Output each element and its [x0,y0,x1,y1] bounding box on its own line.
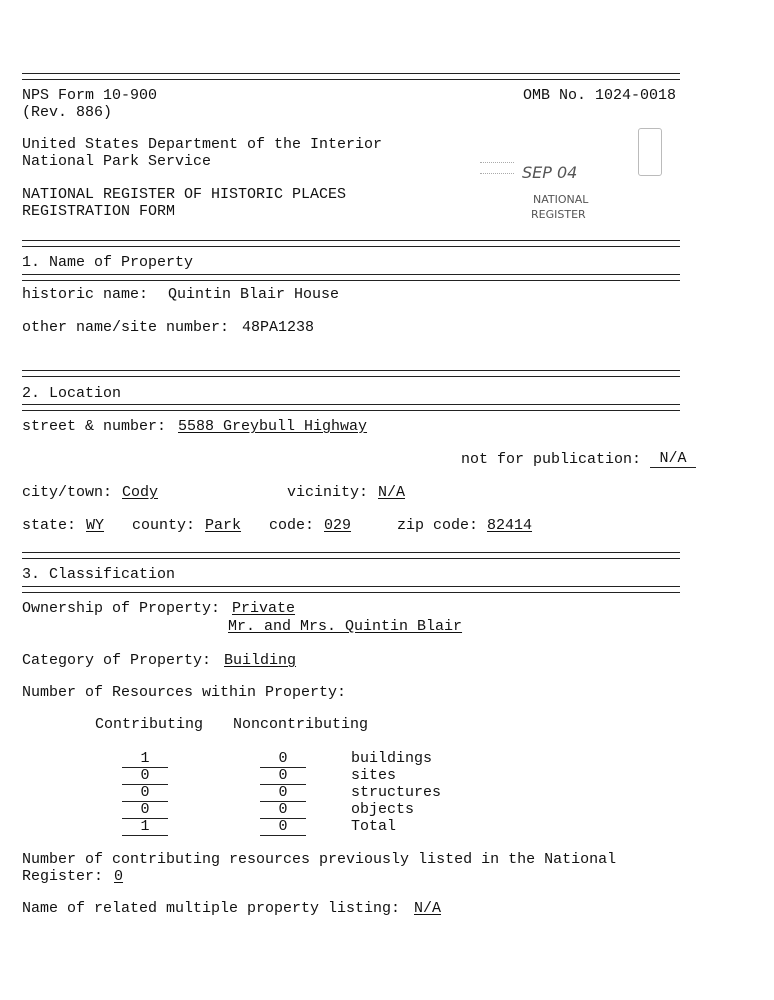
rule-s1-top [22,240,680,247]
resource-type-buildings: buildings [351,750,433,767]
resource-type-structures: structures [351,784,442,801]
contributing-count-sites: 0 [122,768,168,785]
stamp-date: SEP 04 [522,163,578,182]
multiple-listing-label: Name of related multiple property listing: [22,900,401,917]
previously-listed-label-cont: Register: [22,868,104,885]
not-for-publication-value: N/A [650,451,696,468]
contributing-count-objects: 0 [122,802,168,819]
noncontributing-count-sites: 0 [260,768,306,785]
form-number: NPS Form 10-900 [22,87,158,104]
multiple-listing-value: N/A [414,900,442,917]
contributing-header: Contributing [95,716,204,733]
rule-s2-top [22,370,680,377]
omb-number: OMB No. 1024-0018 [523,87,677,104]
ownership-label: Ownership of Property: [22,600,221,617]
code-value: 029 [324,517,352,534]
stamp-frame [638,128,662,176]
section-3-heading: 3. Classification [22,566,176,583]
section-2-heading: 2. Location [22,385,122,402]
stamp-line1: NATIONAL [533,193,589,206]
owner-name: Mr. and Mrs. Quintin Blair [228,618,463,635]
agency: National Park Service [22,153,212,170]
other-name-value: 48PA1238 [242,319,315,336]
county-value: Park [205,517,242,534]
street-label: street & number: [22,418,167,435]
not-for-publication-label: not for publication: [461,451,642,468]
street-value: 5588 Greybull Highway [178,418,368,435]
section-1-heading: 1. Name of Property [22,254,194,271]
contributing-count-total: 1 [122,819,168,836]
contributing-count-structures: 0 [122,785,168,802]
noncontributing-count-structures: 0 [260,785,306,802]
rule-s3-bottom [22,586,680,593]
state-value: WY [86,517,105,534]
county-label: county: [132,517,196,534]
category-label: Category of Property: [22,652,212,669]
category-value: Building [224,652,297,669]
program-title: NATIONAL REGISTER OF HISTORIC PLACES [22,186,347,203]
noncontributing-header: Noncontributing [233,716,369,733]
zip-value: 82414 [487,517,533,534]
zip-label: zip code: [397,517,479,534]
rule-s2-bottom [22,404,680,411]
stamp-marks [480,162,514,174]
resource-type-sites: sites [351,767,397,784]
other-name-label: other name/site number: [22,319,230,336]
rule-top [22,73,680,80]
noncontributing-count-total: 0 [260,819,306,836]
vicinity-label: vicinity: [287,484,369,501]
historic-name-label: historic name: [22,286,149,303]
rule-s3-top [22,552,680,559]
resources-label: Number of Resources within Property: [22,684,347,701]
contributing-count-buildings: 1 [122,751,168,768]
ownership-value: Private [232,600,296,617]
department: United States Department of the Interior [22,136,383,153]
state-label: state: [22,517,77,534]
rule-s1-bottom [22,274,680,281]
previously-listed-label: Number of contributing resources previously listed in the National [22,851,617,868]
city-value: Cody [122,484,159,501]
previously-listed-value: 0 [114,868,124,885]
form-name: REGISTRATION FORM [22,203,176,220]
resource-type-objects: objects [351,801,415,818]
historic-name-value: Quintin Blair House [168,286,340,303]
resource-type-total: Total [351,818,397,835]
noncontributing-count-objects: 0 [260,802,306,819]
vicinity-value: N/A [378,484,406,501]
stamp-line2: REGISTER [531,208,586,221]
city-label: city/town: [22,484,113,501]
noncontributing-count-buildings: 0 [260,751,306,768]
code-label: code: [269,517,315,534]
form-revision: (Rev. 886) [22,104,113,121]
